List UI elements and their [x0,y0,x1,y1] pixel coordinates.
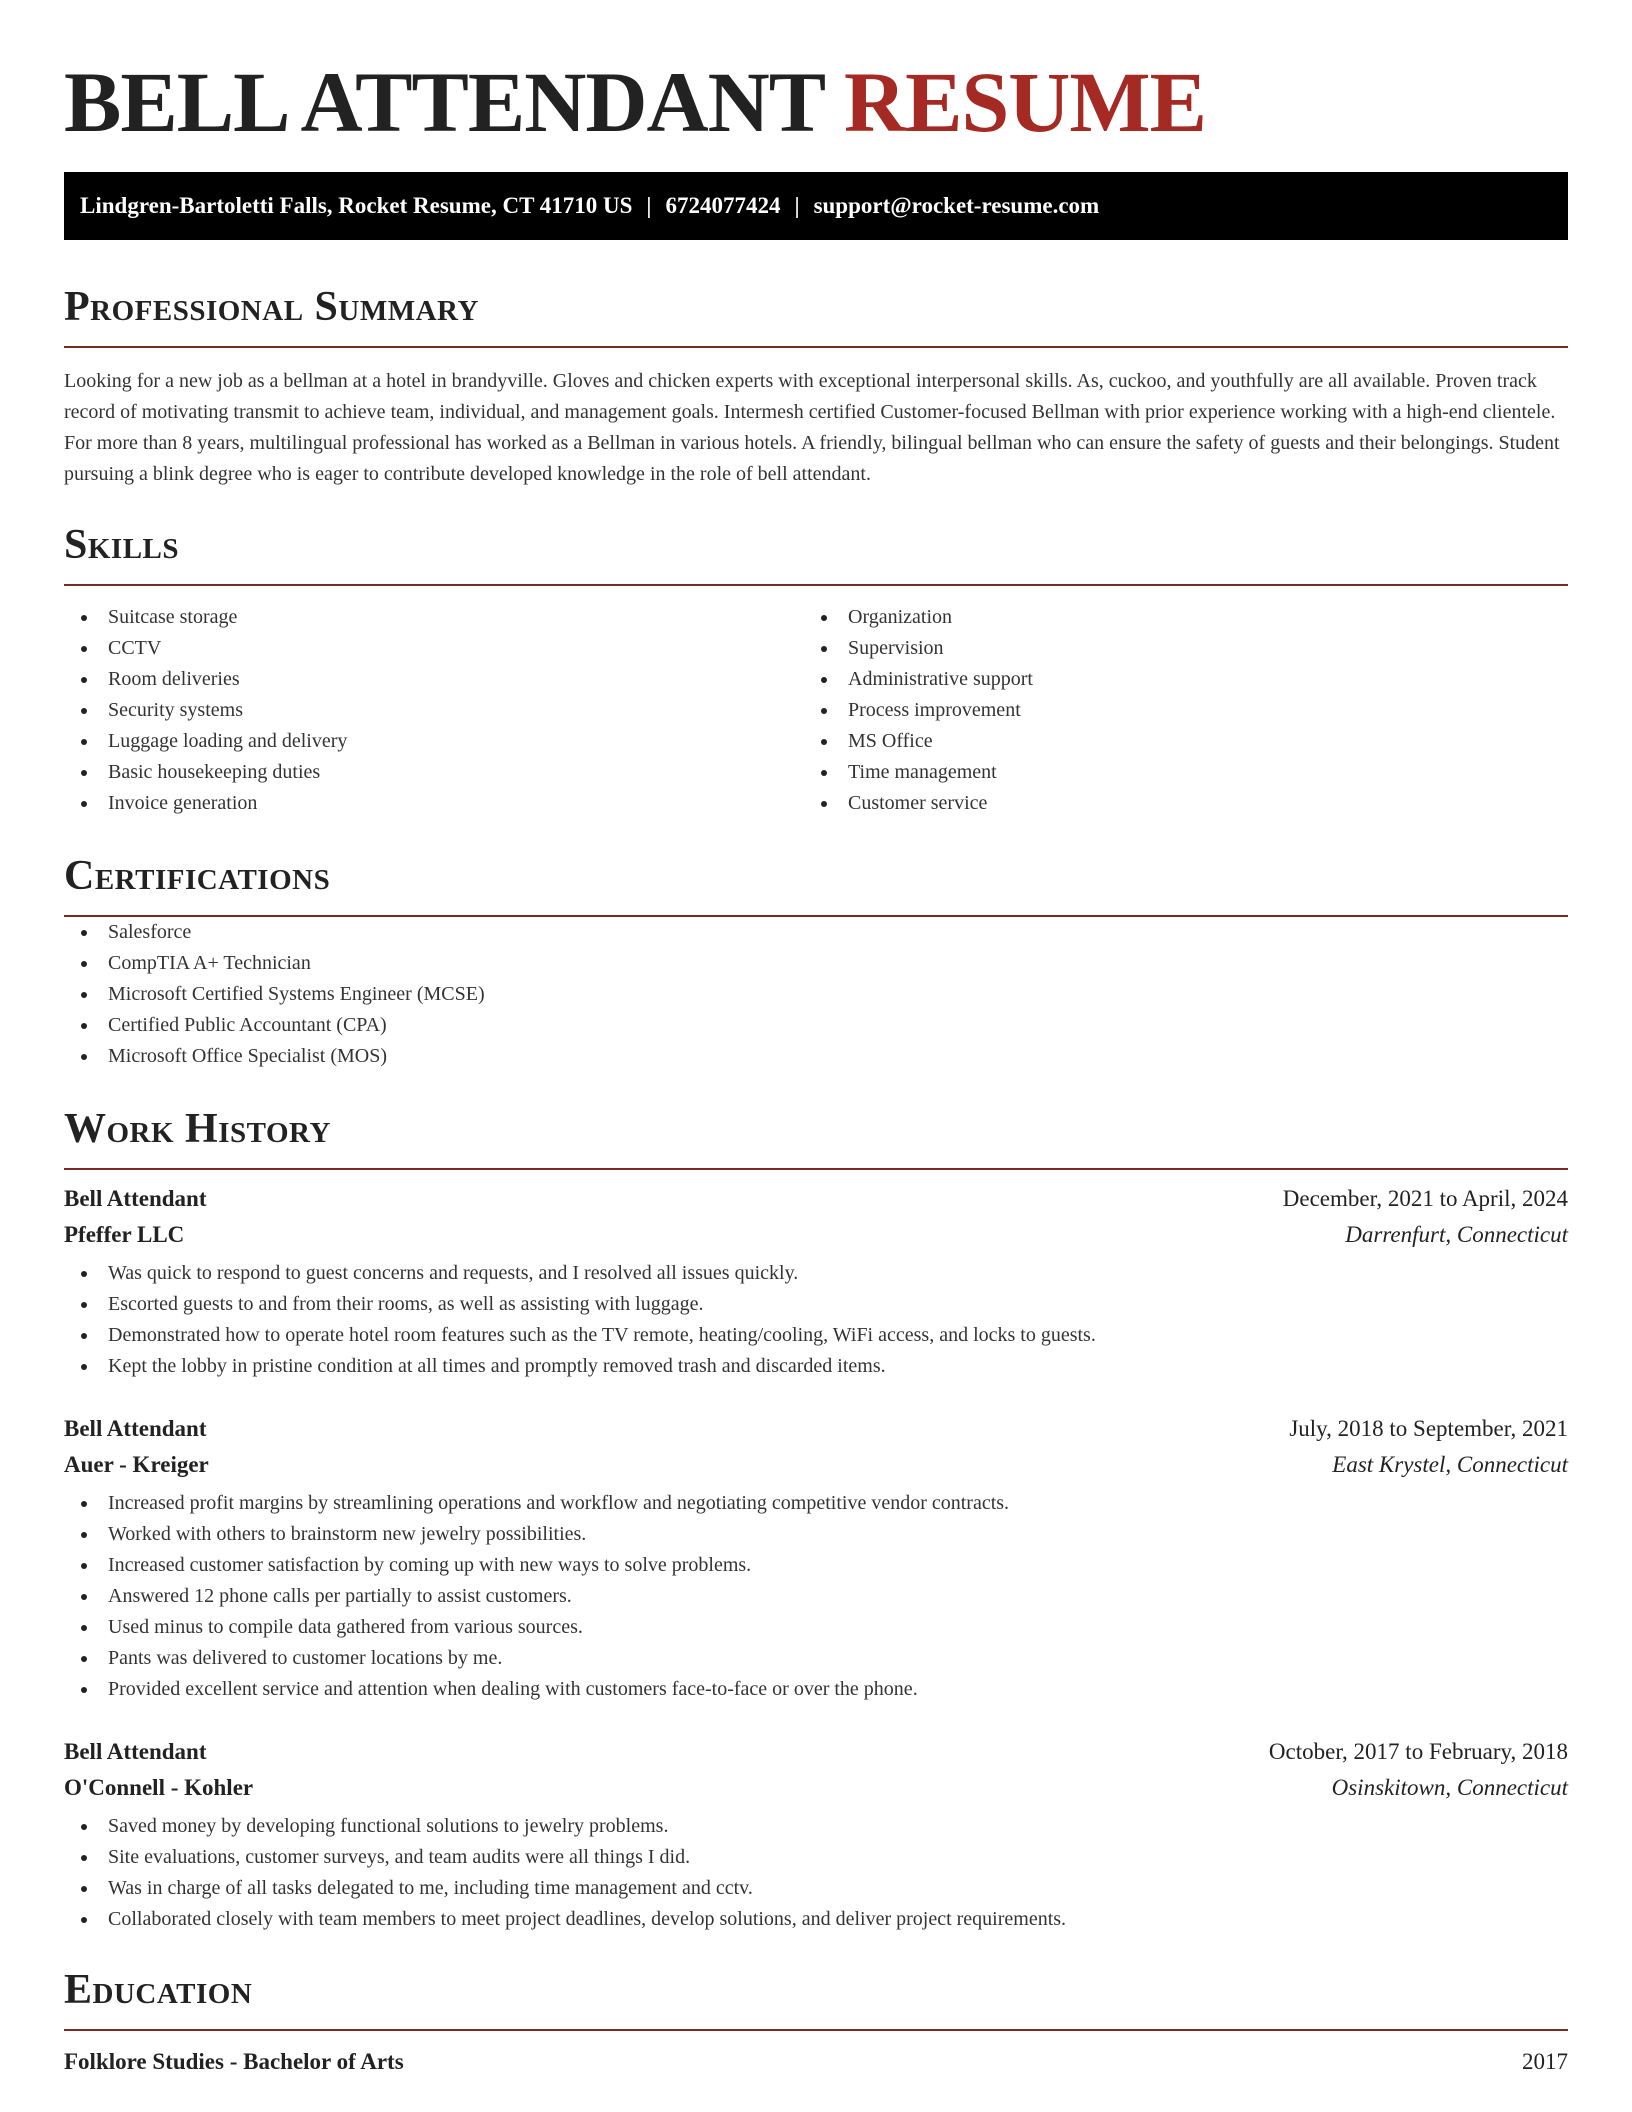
job-duty: Collaborated closely with team members to meet project deadlines, develop solutions, and deliver project requirements. [64,1904,1568,1935]
work-history-heading: Work History [64,1106,331,1152]
skills-column-left [64,602,804,819]
certifications-list [64,917,1568,1072]
resume-page [64,0,1568,2075]
job-dates: October, 2017 to February, 2018 [1268,1739,1568,1764]
job-duties [64,1811,1568,1935]
job-duty: Answered 12 phone calls per partially to assist customers. [64,1581,1568,1612]
skill-item: Invoice generation [64,788,804,819]
skill-item: MS Office [804,726,1544,757]
summary-heading: Professional Summary [64,284,479,330]
skill-item: CCTV [64,633,804,664]
skill-item: Customer service [804,788,1544,819]
contact-separator: | [646,193,652,218]
skill-item: Suitcase storage [64,602,804,633]
job-entry [64,1186,1568,1382]
job-duties [64,1258,1568,1382]
job-entry [64,1416,1568,1705]
section-divider [64,346,1568,348]
skill-item: Supervision [804,633,1544,664]
skill-item: Process improvement [804,695,1544,726]
skills-section [64,518,1568,819]
job-company: Auer - Kreiger [64,1452,209,1477]
section-divider [64,584,1568,586]
contact-address: Lindgren-Bartoletti Falls, Rocket Resume, CT 41710 US [80,193,633,218]
title-main: BELL ATTENDANT [64,54,824,150]
work-history-section [64,1102,1568,1935]
skill-item: Room deliveries [64,664,804,695]
certification-item: CompTIA A+ Technician [64,948,1568,979]
job-entry [64,1739,1568,1935]
contact-bar [64,172,1568,240]
certification-item: Salesforce [64,917,1568,948]
job-company: O'Connell - Kohler [64,1775,254,1800]
certification-item: Certified Public Accountant (CPA) [64,1010,1568,1041]
summary-section [64,280,1568,490]
job-duty: Increased customer satisfaction by coming up with new ways to solve problems. [64,1550,1568,1581]
section-divider [64,2029,1568,2031]
skills-column-right [804,602,1544,819]
job-duty: Saved money by developing functional solutions to jewelry problems. [64,1811,1568,1842]
job-duty: Demonstrated how to operate hotel room features such as the TV remote, heating/cooling, WiFi access, and locks to guests. [64,1320,1568,1351]
contact-separator: | [794,193,800,218]
job-duty: Worked with others to brainstorm new jewelry possibilities. [64,1519,1568,1550]
skills-grid [64,602,1568,819]
job-company-row [64,1222,1568,1258]
job-dates: July, 2018 to September, 2021 [1289,1416,1568,1441]
contact-email[interactable]: support@rocket-resume.com [813,193,1100,218]
skill-item: Administrative support [804,664,1544,695]
summary-text: Looking for a new job as a bellman at a hotel in brandyville. Gloves and chicken experts with exceptional interpersonal skills. As, cuckoo, and youthfully are all available. Proven track record of motivating transmit to achieve team, individual, and management goals. Intermesh certified Customer-focused Bellman with prior experience working with a high-end clientele. For more than 8 years, multilingual professional has worked as a Bellman in various hotels. A friendly, bilingual bellman who can ensure the safety of guests and their belongings. Student pursuing a blink degree who is eager to contribute developed knowledge in the role of bell attendant. [64,370,1560,485]
job-title: Bell Attendant [64,1186,207,1211]
job-duty: Escorted guests to and from their rooms, as well as assisting with luggage. [64,1289,1568,1320]
skill-item: Organization [804,602,1544,633]
contact-phone[interactable]: 6724077424 [665,193,781,218]
job-duty: Site evaluations, customer surveys, and team audits were all things I did. [64,1842,1568,1873]
education-degree: Folklore Studies - Bachelor of Arts [64,2049,404,2074]
skill-item: Security systems [64,695,804,726]
skill-item: Time management [804,757,1544,788]
job-duty: Was in charge of all tasks delegated to me, including time management and cctv. [64,1873,1568,1904]
job-duty: Used minus to compile data gathered from various sources. [64,1612,1568,1643]
resume-title [64,0,1568,152]
job-dates: December, 2021 to April, 2024 [1282,1186,1568,1211]
certification-item: Microsoft Office Specialist (MOS) [64,1041,1568,1072]
job-title: Bell Attendant [64,1739,207,1764]
job-header-row [64,1739,1568,1775]
job-duty: Provided excellent service and attention when dealing with customers face-to-face or over the phone. [64,1674,1568,1705]
title-accent: RESUME [844,54,1206,150]
education-section [64,1963,1568,2075]
job-duty: Pants was delivered to customer locations by me. [64,1643,1568,1674]
job-header-row [64,1416,1568,1452]
certification-item: Microsoft Certified Systems Engineer (MCSE) [64,979,1568,1010]
section-divider [64,1168,1568,1170]
job-duty: Was quick to respond to guest concerns and requests, and I resolved all issues quickly. [64,1258,1568,1289]
job-company: Pfeffer LLC [64,1222,185,1247]
job-duty: Kept the lobby in pristine condition at all times and promptly removed trash and discarded items. [64,1351,1568,1382]
skill-item: Basic housekeeping duties [64,757,804,788]
job-location: Osinskitown, Connecticut [1331,1775,1568,1800]
skills-heading: Skills [64,522,180,568]
job-location: Darrenfurt, Connecticut [1345,1222,1568,1247]
job-title: Bell Attendant [64,1416,207,1441]
education-entry [64,2049,1568,2075]
certifications-heading: Certifications [64,853,331,899]
job-company-row [64,1452,1568,1488]
job-duties [64,1488,1568,1705]
job-location: East Krystel, Connecticut [1332,1452,1568,1477]
education-heading: Education [64,1967,253,2013]
job-duty: Increased profit margins by streamlining operations and workflow and negotiating competitive vendor contracts. [64,1488,1568,1519]
education-year: 2017 [1522,2049,1568,2074]
job-company-row [64,1775,1568,1811]
skill-item: Luggage loading and delivery [64,726,804,757]
job-header-row [64,1186,1568,1222]
certifications-section [64,849,1568,1072]
